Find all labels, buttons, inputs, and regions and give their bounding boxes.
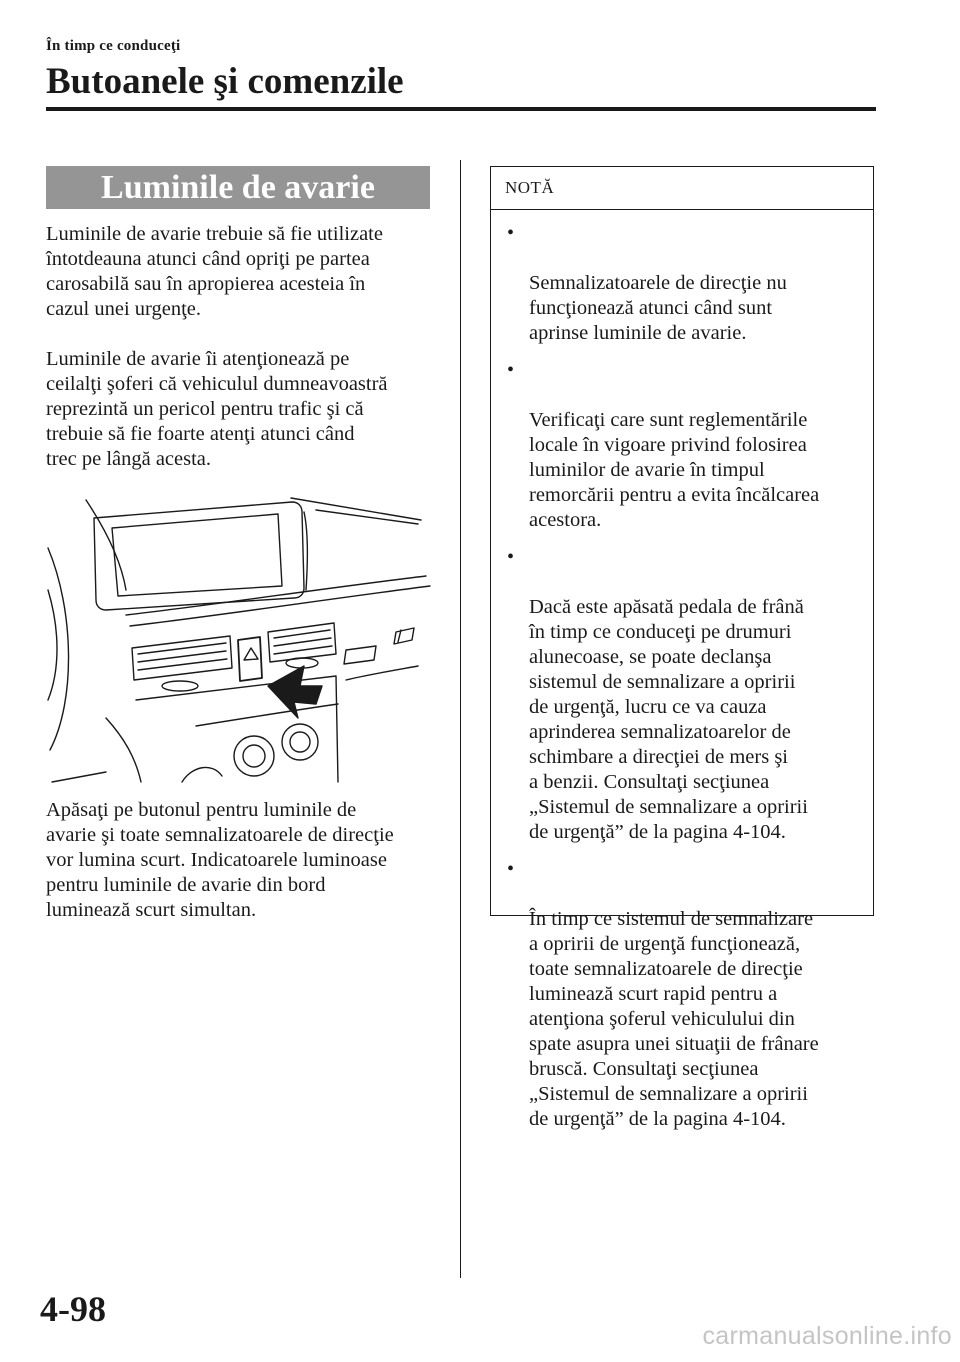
watermark-text: carmanualsonline.info (702, 1322, 952, 1350)
note-item (491, 358, 873, 533)
left-control-knob (234, 736, 274, 776)
running-head: În timp ce conduceţi (46, 38, 181, 54)
hazard-switch-illustration (46, 490, 436, 786)
note-item (491, 857, 873, 1132)
bullet-icon: • (507, 359, 515, 381)
note-box (490, 166, 874, 1130)
page-number: 4-98 (40, 1289, 106, 1329)
display-screen-outline (94, 502, 304, 610)
bullet-icon: • (507, 858, 515, 880)
note-list (491, 210, 873, 1132)
paragraph-warning: Luminile de avarie îi atenţionează pe ceilalţi şoferi că vehiculul dumneavoastră reprezintă un pericol pentru trafic şi că trebuie să fie foarte atenţi atunci când trec pe lângă acesta. (46, 348, 388, 470)
right-control-knob (282, 724, 318, 760)
steering-wheel-rim (48, 548, 69, 750)
paragraph-operation: Apăsaţi pe butonul pentru luminile de avarie şi toate semnalizatoarele de direcţie vor lumina scurt. Indicatoarele luminoase pentru luminile de avarie din bord luminează scurt simultan. (46, 799, 394, 921)
windshield-line (291, 498, 421, 520)
chapter-title: Butoanele şi comenzile (46, 61, 404, 102)
note-item-text: Verificaţi care sunt reglementările locale în vigoare privind folosirea luminilor de avarie în timpul remorcării pentru a evita încălcarea acestora. (529, 409, 820, 531)
display-screen-glass (112, 514, 282, 596)
bullet-icon: • (507, 546, 515, 568)
section-title: Luminile de avarie (46, 166, 430, 209)
note-item-text: Semnalizatoarele de direcţie nu funcţionează atunci când sunt aprinse luminile de avarie. (529, 272, 787, 344)
hazard-triangle-icon (244, 648, 258, 660)
dashboard-trim (126, 576, 426, 615)
note-heading: NOTĂ (491, 167, 873, 210)
note-item-text: În timp ce sistemul de semnalizare a opririi de urgenţă funcţionează, toate semnalizatoarele de direcţie luminează scurt rapid pentru a atenţiona şoferul vehiculului din spate asupra unei situaţii de frânare bruscă. Consultaţi secţiunea „Sistemul de semnalizare a opririi de urgenţă” de la pagina 4-104. (529, 908, 819, 1130)
note-item-text: Dacă este apăsată pedala de frână în timp ce conduceţi pe drumuri alunecoase, se poate declanşa sistemul de semnalizare a opririi de urgenţă, lucru ce va cauza aprinderea semnalizatoarelor de schimbare a direcţiei de mers şi a benzii. Consultaţi secţiunea „Sistemul de semnalizare a opririi de urgenţă” de la pagina 4-104. (529, 596, 808, 843)
left-air-vent (132, 636, 232, 680)
paragraph-usage: Luminile de avarie trebuie să fie utilizate întotdeauna atunci când opriţi pe partea carosabilă sau în apropierea acesteia în cazul unei urgenţe. (46, 223, 383, 320)
header-rule (46, 107, 876, 111)
note-item (491, 545, 873, 845)
note-item (491, 221, 873, 346)
column-divider (460, 160, 461, 1278)
bullet-icon: • (507, 222, 515, 244)
